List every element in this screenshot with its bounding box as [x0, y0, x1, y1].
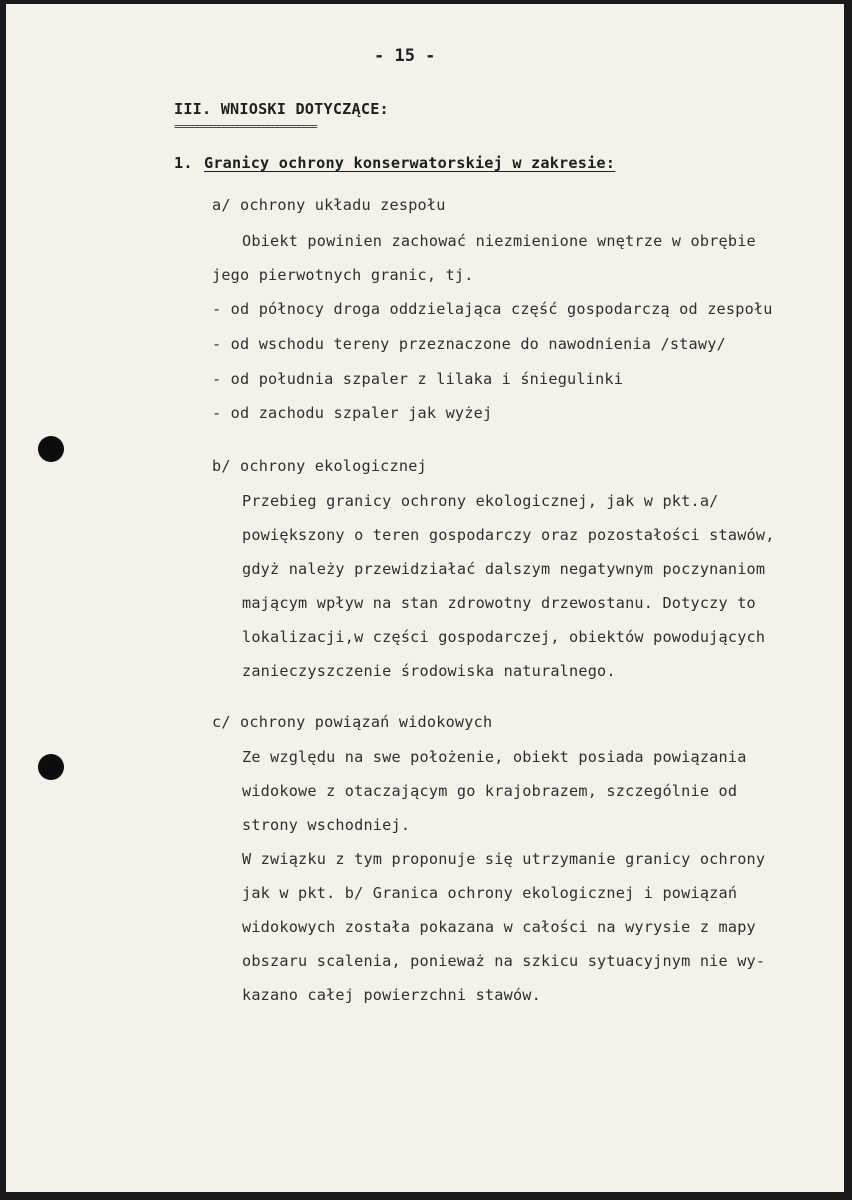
subpoint-c-line: jak w pkt. b/ Granica ochrony ekologicznej i powiązań — [242, 884, 738, 902]
subpoint-b-line: Przebieg granicy ochrony ekologicznej, jak w pkt.a/ — [242, 492, 719, 510]
document-page — [6, 4, 844, 1192]
subpoint-c-label: c/ ochrony powiązań widokowych — [212, 713, 493, 731]
subpoint-c-line: strony wschodniej. — [242, 816, 411, 834]
subpoint-b-line: mającym wpływ na stan zdrowotny drzewostanu. Dotyczy to — [242, 594, 756, 612]
heading-underline: ================================ — [174, 120, 316, 133]
subpoint-a-line: - od północy droga oddzielająca część gospodarczą od zespołu — [212, 300, 773, 318]
subpoint-b-line: lokalizacji,w części gospodarczej, obiektów powodujących — [242, 628, 766, 646]
punch-hole-bottom — [38, 754, 64, 780]
subpoint-a-line: Obiekt powinien zachować niezmienione wnętrze w obrębie — [242, 232, 756, 250]
subpoint-c-line: W związku z tym proponuje się utrzymanie granicy ochrony — [242, 850, 766, 868]
subpoint-c-line: obszaru scalenia, ponieważ na szkicu sytuacyjnym nie wy- — [242, 952, 766, 970]
page-number: - 15 - — [374, 46, 436, 66]
point-1-number: 1. — [174, 154, 193, 172]
subpoint-c-line: widokowe z otaczającym go krajobrazem, szczególnie od — [242, 782, 738, 800]
subpoint-c-line: kazano całej powierzchni stawów. — [242, 986, 541, 1004]
subpoint-a-line: - od południa szpaler z lilaka i śniegulinki — [212, 370, 624, 388]
point-1-title: Granicy ochrony konserwatorskiej w zakresie: — [204, 154, 616, 172]
subpoint-a-line: - od wschodu tereny przeznaczone do nawodnienia /stawy/ — [212, 335, 726, 353]
subpoint-b-line: zanieczyszczenie środowiska naturalnego. — [242, 662, 616, 680]
subpoint-b-label: b/ ochrony ekologicznej — [212, 457, 427, 475]
subpoint-c-line: widokowych została pokazana w całości na wyrysie z mapy — [242, 918, 756, 936]
subpoint-b-line: powiększony o teren gospodarczy oraz pozostałości stawów, — [242, 526, 775, 544]
subpoint-c-line: Ze względu na swe położenie, obiekt posiada powiązania — [242, 748, 747, 766]
subpoint-b-line: gdyż należy przewidziałać dalszym negatywnym poczynaniom — [242, 560, 766, 578]
punch-hole-top — [38, 436, 64, 462]
subpoint-a-line: - od zachodu szpaler jak wyżej — [212, 404, 493, 422]
subpoint-a-label: a/ ochrony układu zespołu — [212, 196, 446, 214]
section-heading: III. WNIOSKI DOTYCZĄCE: — [174, 100, 389, 118]
subpoint-a-line: jego pierwotnych granic, tj. — [212, 266, 474, 284]
